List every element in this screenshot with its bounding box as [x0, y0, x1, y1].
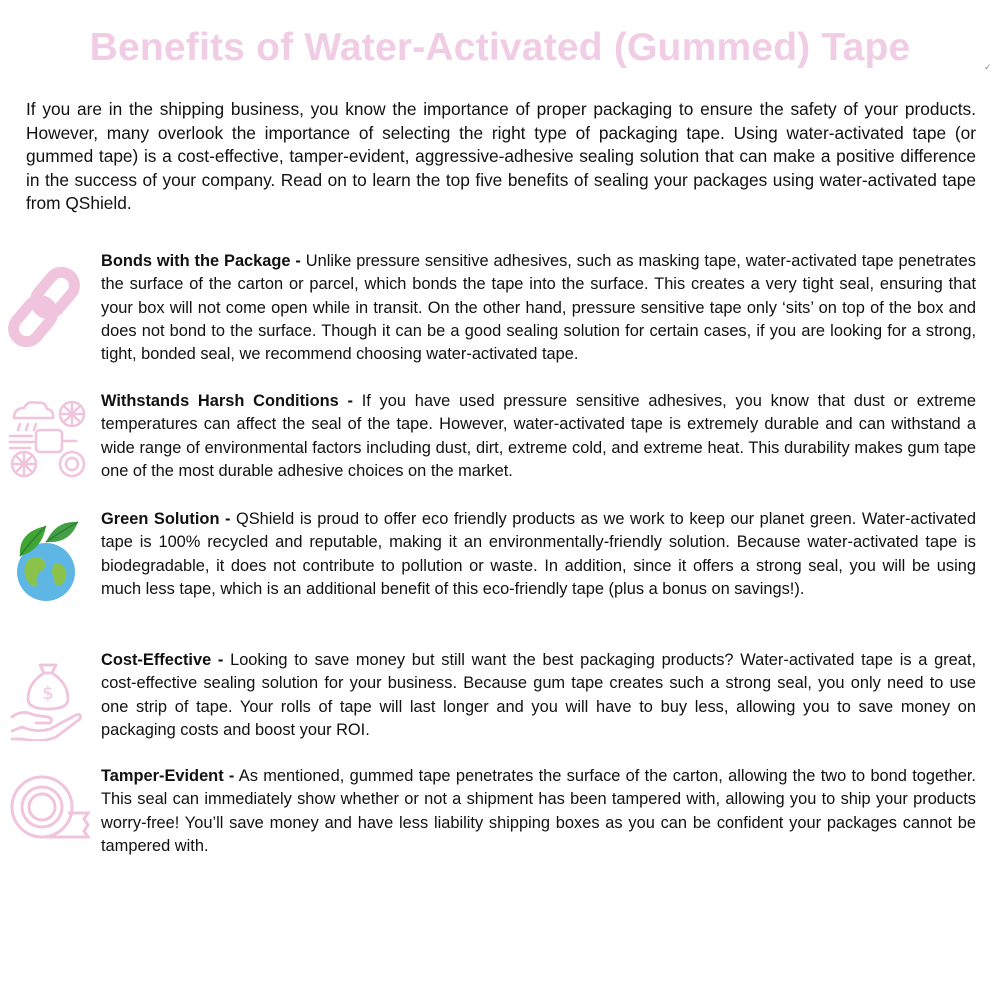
benefit-body: As mentioned, gummed tape penetrates the surface of the carton, allowing the two to bond together. This seal can immediately show whether or not a shipment has been tampered with, allowing you to ship your products worry-free! You’ll save money and have less liability shipping boxes as you can be confident your packages cannot be tampered with.	[101, 767, 976, 855]
benefit-bonds-text	[101, 250, 976, 366]
benefit-cost-text	[101, 649, 976, 742]
benefit-heading: Withstands Harsh Conditions -	[101, 392, 353, 410]
tape-roll-icon	[6, 769, 96, 854]
benefit-green-text	[101, 508, 976, 601]
chain-link-icon	[6, 264, 86, 355]
page-title: Benefits of Water-Activated (Gummed) Tape	[89, 26, 911, 69]
intro-paragraph: If you are in the shipping business, you know the importance of proper packaging to ensure the safety of your products. However, many overlook the importance of selecting the right type of packaging tape. Using water-activated tape (or gummed tape) is a cost-effective, tamper-evident, aggressive-adhesive sealing solution that can make a positive difference in the success of your company. Read on to learn the top five benefits of sealing your packages using water-activated tape from QShield.	[26, 99, 976, 213]
benefit-body: QShield is proud to offer eco friendly products as we work to keep our planet green. Water-activated tape is 100% recycled and reputable, making it an environmentally-friendly solution. Because water-activated tape is biodegradable, it does not contribute to pollution or waste. In addition, since it offers a strong seal, you will be using much less tape, which is an additional benefit of this eco-friendly tape (plus a bonus on savings!).	[101, 510, 977, 598]
money-bag-hand-icon	[6, 657, 90, 746]
benefit-harsh-text	[101, 390, 976, 483]
corner-mark: ✓	[984, 62, 992, 72]
svg-text:$: $	[42, 683, 54, 704]
weather-conditions-icon	[6, 396, 92, 487]
benefit-body: Looking to save money but still want the best packaging products? Water-activated tape is a great, cost-effective sealing solution for your business. Because gum tape creates such a strong seal, you only need to use one strip of tape. Your rolls of tape will last longer and you will have to buy less, allowing you to save money on packaging costs and boost your ROI.	[101, 651, 976, 739]
benefit-heading: Bonds with the Package -	[101, 252, 301, 270]
benefit-heading: Green Solution -	[101, 510, 231, 528]
benefit-tamper-text	[101, 765, 976, 858]
green-globe-icon	[6, 516, 80, 609]
benefit-heading: Tamper-Evident -	[101, 767, 235, 785]
benefit-body: Unlike pressure sensitive adhesives, such as masking tape, water-activated tape penetrates the surface of the carton or parcel, which bonds the tape into the surface. This creates a very tight seal, ensuring that your box will not come open while in transit. On the other hand, pressure sensitive tape only ‘sits’ on top of the box and does not bond to the surface. Though it can be a good sealing solution for certain cases, if you are looking for a strong, tight, bonded seal, we recommend choosing water-activated tape.	[101, 252, 976, 364]
benefit-body: If you have used pressure sensitive adhesives, you know that dust or extreme temperatures can affect the seal of the tape. However, water-activated tape is extremely durable and can withstand a wide range of environmental factors including dust, dirt, extreme cold, and extreme heat. This durability makes gum tape one of the most durable adhesive choices on the market.	[101, 392, 976, 480]
benefit-heading: Cost-Effective -	[101, 651, 224, 669]
